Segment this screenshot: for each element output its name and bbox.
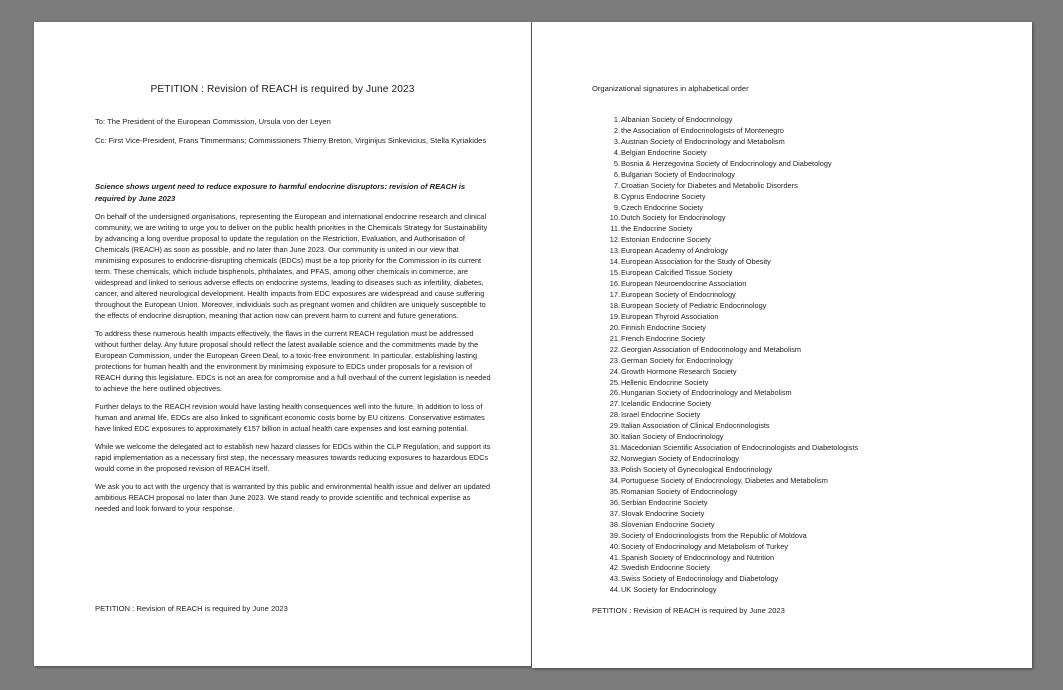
signature-number: 39. — [609, 530, 620, 540]
signature-organization: Hungarian Society of Endocrinology and Metabolism — [621, 388, 792, 398]
signature-number: 40. — [609, 541, 620, 551]
signature-organization: European Association for the Study of Obesity — [621, 257, 771, 267]
signature-item — [601, 312, 1021, 323]
signature-number: 12. — [609, 235, 620, 245]
signature-number: 24. — [609, 366, 620, 376]
signature-item — [601, 378, 1021, 389]
signature-item — [601, 356, 1021, 367]
signature-organization: Italian Association of Clinical Endocrinologists — [621, 421, 770, 431]
signature-number: 44. — [609, 585, 620, 595]
signature-organization: the Endocrine Society — [621, 224, 693, 234]
letter-heading: Science shows urgent need to reduce exposure to harmful endocrine disruptors: revision of REACH is required by June 2023 — [95, 182, 466, 203]
signature-number: 15. — [609, 268, 620, 278]
letter-paragraph: Further delays to the REACH revision would have lasting health consequences well into the future. In addition to loss of human and animal life, EDCs are also linked to significant economic costs borne by EU citizens. Conservative estimates have linked EDC exposures to approximately €157 billion in actual health care expenses and lost earning potential. — [95, 402, 485, 433]
signature-organization: Society of Endocrinologists from the Republic of Moldova — [621, 530, 807, 540]
signature-organization: Dutch Society for Endocrinology — [621, 213, 726, 223]
signature-organization: Norwegian Society of Endocrinology — [621, 454, 739, 464]
signature-number: 43. — [609, 574, 620, 584]
signature-item — [601, 399, 1021, 410]
signature-number: 18. — [609, 300, 620, 310]
signature-organization: Bosnia & Herzegovina Society of Endocrinology and Diabetology — [621, 158, 832, 168]
signature-organization: Growth Hormone Research Society — [621, 366, 737, 376]
signature-number: 35. — [609, 486, 620, 496]
signature-list — [601, 115, 1021, 596]
signatures-heading: Organizational signatures in alphabetical order — [592, 84, 749, 93]
signature-item — [601, 115, 1021, 126]
signature-organization: Swedish Endocrine Society — [621, 563, 710, 573]
signature-organization: Icelandic Endocrine Society — [621, 399, 712, 409]
signature-item — [601, 334, 1021, 345]
signature-item — [601, 181, 1021, 192]
signature-item — [601, 159, 1021, 170]
signature-number: 2. — [613, 125, 620, 135]
signature-item — [601, 509, 1021, 520]
signature-item — [601, 476, 1021, 487]
signature-item — [601, 203, 1021, 214]
signature-organization: Macedonian Scientific Association of Endocrinologists and Diabetologists — [621, 443, 859, 453]
signature-number: 42. — [609, 563, 620, 573]
signature-number: 26. — [609, 388, 620, 398]
signature-organization: UK Society for Endocrinology — [621, 585, 717, 595]
signature-organization: Italian Society of Endocrinology — [621, 432, 724, 442]
signature-item — [601, 290, 1021, 301]
signature-item — [601, 487, 1021, 498]
signature-item — [601, 235, 1021, 246]
signature-number: 20. — [609, 322, 620, 332]
signature-number: 9. — [613, 202, 620, 212]
document-page-left — [34, 22, 531, 666]
signature-item — [601, 224, 1021, 235]
signature-item — [601, 465, 1021, 476]
signature-item — [601, 531, 1021, 542]
signature-organization: Croatian Society for Diabetes and Metabolic Disorders — [621, 180, 798, 190]
signature-number: 28. — [609, 410, 620, 420]
signature-number: 7. — [613, 180, 620, 190]
signature-number: 32. — [609, 454, 620, 464]
signature-organization: Society of Endocrinology and Metabolism of Turkey — [621, 541, 788, 551]
letter-paragraph: We ask you to act with the urgency that is warranted by this public and environmental health issue and deliver an updated ambitious REACH proposal no later than June 2023. We stand ready to provide scientific and technical expertise as needed and look forward to your response. — [95, 482, 491, 513]
letter-paragraph: To address these numerous health impacts effectively, the flaws in the current REACH regulation must be addressed without further delay. Any future proposal should reflect the latest available science and the commitments made by the European Commission, under the European Green Deal, to a toxic-free environment. In particular, establishing lasting protections for human health and the environment by minimising exposure to EDCs under proposals for a revision of REACH during this legislature. EDCs is not an area for compromise and a full overhaul of the current legislation is needed to achieve the here outlined objectives. — [95, 329, 491, 393]
signature-item — [601, 301, 1021, 312]
signature-number: 38. — [609, 519, 620, 529]
signature-number: 16. — [609, 279, 620, 289]
signature-number: 4. — [613, 147, 620, 157]
signature-organization: Czech Endocrine Society — [621, 202, 704, 212]
signature-number: 34. — [609, 475, 620, 485]
signature-number: 8. — [613, 191, 620, 201]
signature-number: 41. — [609, 552, 620, 562]
signature-number: 5. — [613, 158, 620, 168]
signature-organization: Hellenic Endocrine Society — [621, 377, 709, 387]
signature-item — [601, 257, 1021, 268]
signature-organization: European Neuroendocrine Association — [621, 279, 747, 289]
signature-item — [601, 192, 1021, 203]
signature-organization: the Association of Endocrinologists of Montenegro — [621, 125, 784, 135]
signature-item — [601, 323, 1021, 334]
signature-item — [601, 126, 1021, 137]
signature-organization: European Society of Endocrinology — [621, 290, 736, 299]
signature-organization: Bulgarian Society of Endocrinology — [621, 169, 735, 179]
signature-number: 17. — [609, 290, 620, 299]
signature-number: 1. — [613, 115, 620, 124]
signature-number: 36. — [609, 497, 620, 507]
signature-organization: Slovenian Endocrine Society — [621, 519, 715, 529]
addressee-line: To: The President of the European Commission, Ursula von der Leyen — [95, 117, 331, 126]
signature-item — [601, 553, 1021, 564]
signature-item — [601, 574, 1021, 585]
signature-item — [601, 170, 1021, 181]
signature-item — [601, 542, 1021, 553]
signature-organization: French Endocrine Society — [621, 333, 706, 343]
signature-item — [601, 454, 1021, 465]
signature-organization: Estonian Endocrine Society — [621, 235, 711, 245]
signature-item — [601, 345, 1021, 356]
document-page-right — [532, 22, 1032, 668]
signature-number: 3. — [613, 136, 620, 146]
signature-number: 27. — [609, 399, 620, 409]
signature-organization: Slovak Endocrine Society — [621, 508, 705, 518]
signature-organization: Serbian Endocrine Society — [621, 497, 708, 507]
signature-organization: German Society for Endocrinology — [621, 355, 733, 365]
signature-number: 33. — [609, 465, 620, 474]
signature-organization: European Thyroid Association — [621, 311, 719, 321]
letter-paragraph: On behalf of the undersigned organisations, representing the European and international endocrine research and clinical community, we are writing to urge you to deliver on the public health priorities in the Chemicals Strategy for Sustainability by advancing a long overdue proposal to update the regulation on the Restriction, Evaluation, and Authorisation of Chemicals (REACH) as soon as possible, and no later than June 2023. Our community is united in our view that minimising exposures to endocrine-disrupting chemicals (EDCs) must be a top priority for the Commission in its current term. These chemicals, which include bisphenols, phthalates, and PFAS, among other chemicals in commerce, are widespread and linked to serious adverse effects on endocrine systems, leading to diseases such as infertility, diabetes, cancer, and altered neurological development. Health impacts from EDC exposures are widespread and cause suffering throughout the European Union. Moreover, individuals such as pregnant women and children are uniquely susceptible to the effects of endocrine disruption, meaning that action now can prevent harm to current and future generations. — [95, 212, 488, 320]
cc-line: Cc: First Vice-President, Frans Timmermans; Commissioners Thierry Breton, Virginijus Sinkevicius, Stella Kyriakides — [95, 136, 487, 145]
page-footer: PETITION : Revision of REACH is required by June 2023 — [592, 606, 785, 615]
signature-organization: Swiss Society of Endocrinology and Diabetology — [621, 574, 779, 584]
signature-item — [601, 367, 1021, 378]
signature-organization: Austrian Society of Endocrinology and Metabolism — [621, 136, 785, 146]
signature-number: 25. — [609, 377, 620, 387]
signature-number: 6. — [613, 169, 620, 179]
signature-number: 37. — [609, 508, 620, 518]
signature-organization: Polish Society of Gynecological Endocrinology — [621, 465, 773, 474]
signature-item — [601, 137, 1021, 148]
letter-body — [95, 181, 495, 521]
signature-number: 31. — [609, 443, 620, 453]
signature-number: 10. — [609, 213, 620, 223]
signature-number: 23. — [609, 355, 620, 365]
signature-number: 19. — [609, 311, 620, 321]
letter-paragraph: While we welcome the delegated act to establish new hazard classes for EDCs within the CLP Regulation, and support its rapid implementation as a necessary first step, the necessary measures towards reducing exposures to hazardous EDCs would come in the proposed revision of REACH itself. — [95, 442, 491, 473]
signature-item — [601, 498, 1021, 509]
signature-organization: Spanish Society of Endocrinology and Nutrition — [621, 552, 775, 562]
page-footer: PETITION : Revision of REACH is required by June 2023 — [95, 604, 288, 613]
signature-item — [601, 563, 1021, 574]
signature-organization: Finnish Endocrine Society — [621, 322, 706, 332]
signature-item — [601, 432, 1021, 443]
signature-item — [601, 421, 1021, 432]
signature-number: 13. — [609, 246, 620, 256]
signature-organization: European Society of Pediatric Endocrinology — [621, 300, 767, 310]
signature-organization: Georgian Association of Endocrinology and Metabolism — [621, 344, 802, 354]
signature-item — [601, 388, 1021, 399]
signature-number: 21. — [609, 333, 620, 343]
signature-item — [601, 213, 1021, 224]
signature-item — [601, 246, 1021, 257]
signature-organization: European Calcified Tissue Society — [621, 268, 733, 278]
signature-organization: Cyprus Endocrine Society — [621, 191, 706, 201]
signature-item — [601, 268, 1021, 279]
signature-item — [601, 410, 1021, 421]
signature-organization: Romanian Society of Endocrinology — [621, 486, 738, 496]
signature-number: 14. — [609, 257, 620, 267]
signature-number: 22. — [609, 344, 620, 354]
signature-item — [601, 148, 1021, 159]
signature-organization: Portuguese Society of Endocrinology, Diabetes and Metabolism — [621, 475, 828, 485]
signature-organization: European Academy of Andrology — [621, 246, 728, 256]
signature-organization: Albanian Society of Endocrinology — [621, 115, 733, 124]
petition-title: PETITION : Revision of REACH is required by June 2023 — [150, 84, 415, 95]
signature-item — [601, 443, 1021, 454]
signature-number: 30. — [609, 432, 620, 442]
signature-organization: Israel Endocrine Society — [621, 410, 701, 420]
signature-item — [601, 520, 1021, 531]
signature-organization: Belgian Endocrine Society — [621, 147, 707, 157]
signature-item — [601, 279, 1021, 290]
signature-number: 29. — [609, 421, 620, 431]
signature-number: 11. — [610, 224, 620, 234]
signature-item — [601, 585, 1021, 596]
